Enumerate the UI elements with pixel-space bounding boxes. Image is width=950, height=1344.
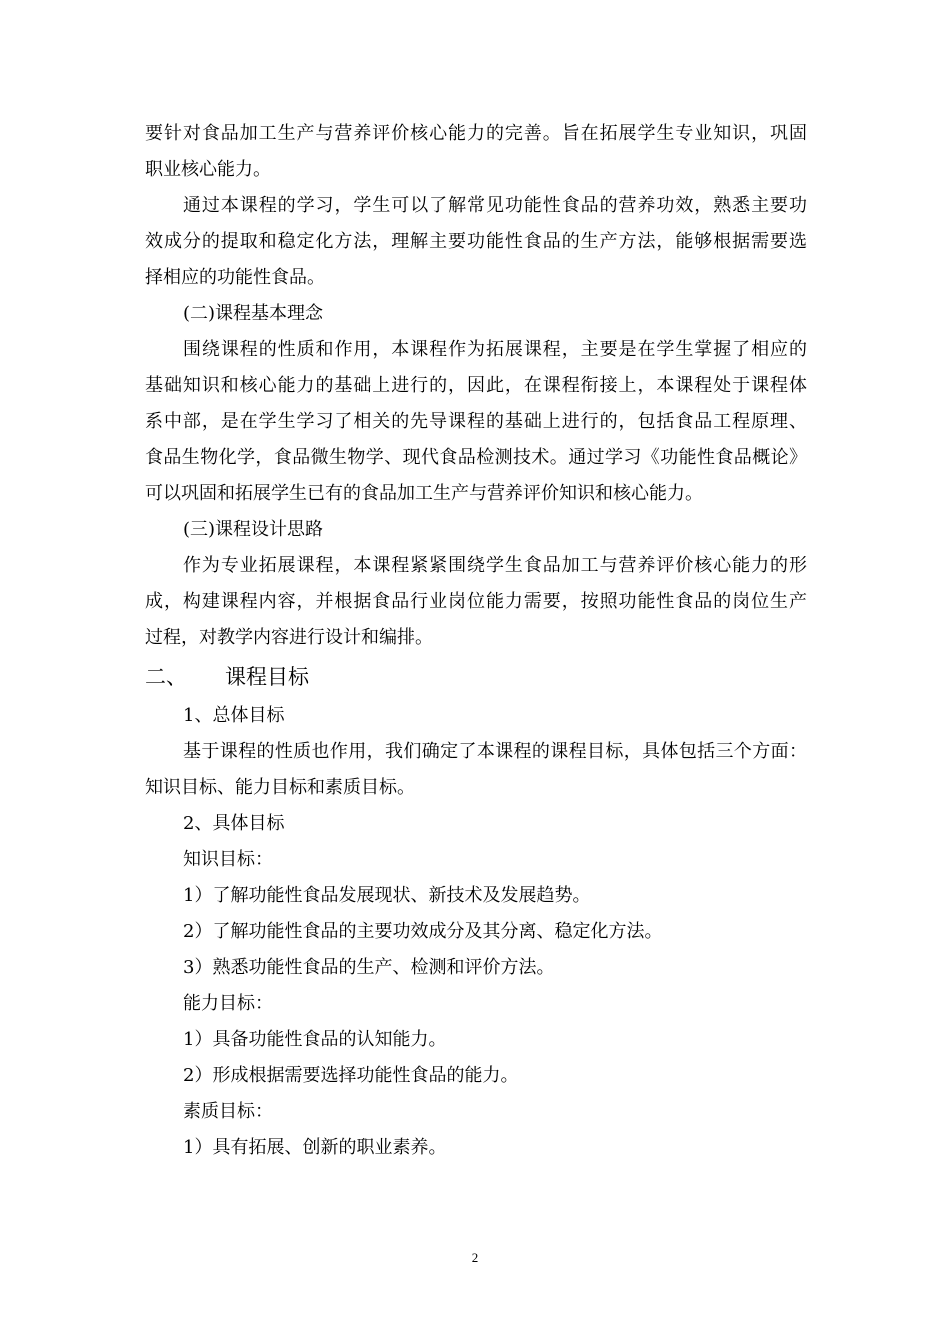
- section-title: 课程目标: [225, 665, 309, 689]
- goal-category-heading: 能力目标：: [183, 993, 273, 1014]
- paragraph-line: 围绕课程的性质和作用，本课程作为拓展课程，主要是在学生掌握了相应的: [183, 339, 807, 360]
- list-item: 1）了解功能性食品发展现状、新技术及发展趋势。: [183, 885, 591, 906]
- paragraph-line: 职业核心能力。: [145, 159, 271, 180]
- paragraph-line: 基础知识和核心能力的基础上进行的，因此，在课程衔接上，本课程处于课程体: [145, 375, 807, 396]
- paragraph-line: 作为专业拓展课程，本课程紧紧围绕学生食品加工与营养评价核心能力的形: [183, 555, 807, 576]
- goal-heading: 1、总体目标: [183, 705, 285, 726]
- paragraph-line: 要针对食品加工生产与营养评价核心能力的完善。旨在拓展学生专业知识，巩固: [145, 123, 807, 144]
- page-content: [145, 116, 807, 1166]
- subsection-heading: (三)课程设计思路: [183, 519, 324, 540]
- paragraph-line: 效成分的提取和稳定化方法，理解主要功能性食品的生产方法，能够根据需要选: [145, 231, 807, 252]
- list-item: 1）具有拓展、创新的职业素养。: [183, 1137, 447, 1158]
- subsection-heading: (二)课程基本理念: [183, 303, 324, 324]
- paragraph-line: 系中部，是在学生学习了相关的先导课程的基础上进行的，包括食品工程原理、: [145, 411, 807, 432]
- paragraph-line: 可以巩固和拓展学生已有的食品加工生产与营养评价知识和核心能力。: [145, 483, 703, 504]
- goal-heading: 2、具体目标: [183, 813, 285, 834]
- section-number: 二、: [145, 665, 187, 689]
- paragraph-line: 过程，对教学内容进行设计和编排。: [145, 627, 433, 648]
- section-heading: [145, 656, 807, 698]
- paragraph-line: 食品生物化学，食品微生物学、现代食品检测技术。通过学习《功能性食品概论》: [145, 447, 807, 468]
- list-item: 2）形成根据需要选择功能性食品的能力。: [183, 1065, 519, 1086]
- page-number: 2: [471, 1250, 479, 1265]
- list-item: 1）具备功能性食品的认知能力。: [183, 1029, 447, 1050]
- goal-category-heading: 素质目标：: [183, 1101, 273, 1122]
- paragraph-line: 择相应的功能性食品。: [145, 267, 325, 288]
- paragraph-line: 通过本课程的学习，学生可以了解常见功能性食品的营养功效，熟悉主要功: [183, 195, 807, 216]
- list-item: 2）了解功能性食品的主要功效成分及其分离、稳定化方法。: [183, 921, 663, 942]
- list-item: 3）熟悉功能性食品的生产、检测和评价方法。: [183, 957, 555, 978]
- goal-category-heading: 知识目标：: [183, 849, 273, 870]
- paragraph-line: 成，构建课程内容，并根据食品行业岗位能力需要，按照功能性食品的岗位生产: [145, 591, 807, 612]
- paragraph-line: 基于课程的性质也作用，我们确定了本课程的课程目标，具体包括三个方面：: [183, 741, 807, 762]
- paragraph-line: 知识目标、能力目标和素质目标。: [145, 777, 415, 798]
